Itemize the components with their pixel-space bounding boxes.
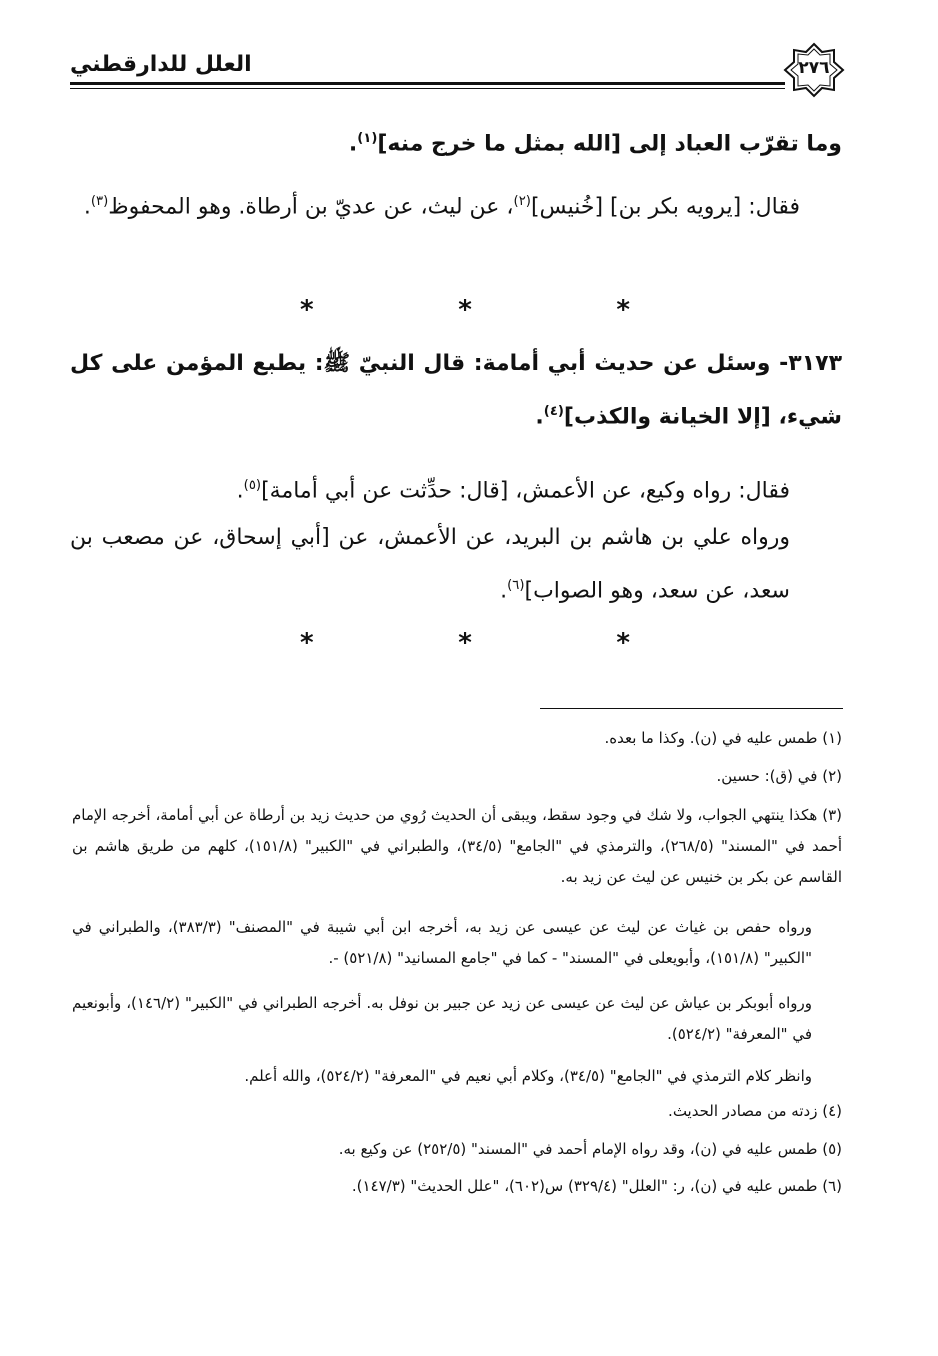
footnote-3-continuation: وانظر كلام الترمذي في "الجامع" (٣٤/٥)، وكلام أبي نعيم في "المعرفة" (٥٢٤/٢)، والله أعلم. (244, 1067, 812, 1085)
separator-star: * (616, 295, 630, 325)
footnote-ref-5: (٥) (243, 478, 262, 493)
footnote-3-continuation: ورواه حفص بن غياث عن ليث عن عيسى عن زيد به، أخرجه ابن أبي شيبة في "المصنف" (٣٨٣/٣)، والطبراني في "الكبير" (١٥١/٨)، وأبويعلى في "المسند" - كما في "جامع المسانيد" (٥٢١/٨) -. (72, 918, 812, 967)
separator-star: * (300, 628, 314, 658)
book-title: العلل للدارقطني (70, 52, 252, 77)
separator-star: * (300, 295, 314, 325)
section-separator (300, 628, 630, 658)
paragraph-5-text: ورواه علي بن هاشم بن البريد، عن الأعمش، عن [أبي إسحاق، عن مصعب بن سعد، عن سعد، وهو الصواب] (70, 525, 790, 604)
page-header (70, 42, 845, 96)
footnote-5: (٥) طمس عليه في (ن)، وقد رواه الإمام أحمد في "المسند" (٢٥٢/٥) عن وكيع به. (338, 1140, 842, 1158)
footnote-ref-2: (٢) (513, 194, 531, 209)
separator-star: * (616, 628, 630, 658)
paragraph-2: فقال: [يرويه بكر بن] [خُنيس]$^{(٢)}$، عن ليث، عن عديّ بن أرطاة. وهو المحفوظ$^{(٣)}$. (83, 194, 800, 220)
separator-star: * (458, 295, 472, 325)
footnote-2: (٢) في (ق): حسين. (716, 767, 842, 785)
paragraph-2-text: فقال: [يرويه بكر بن] [خُنيس] (530, 194, 800, 220)
paragraph-1-text: وما تقرّب العباد إلى [الله بمثل ما خرج منه] (377, 131, 842, 157)
question-3173: ٣١٧٣- وسئل عن حديث أبي أمامة: قال النبيّ ﷺ: يطبع المؤمن على كل شيء، [إلا الخيانة والكذب]$^{(٤)}$. (70, 351, 842, 430)
question-number: ٣١٧٣- (779, 351, 842, 376)
paragraph-4-text: فقال: رواه وكيع، عن الأعمش، [قال: حدِّثت عن أبي أمامة] (261, 478, 790, 504)
question-text: وسئل عن حديث أبي أمامة: قال النبيّ ﷺ: يطبع المؤمن على كل شيء، [إلا الخيانة والكذب] (70, 351, 842, 430)
footnote-6: (٦) طمس عليه في (ن)، ر: "العلل" (٣٢٩/٤) س(٦٠٢)، "علل الحديث" (١٤٧/٣). (351, 1177, 842, 1195)
footnote-ref-6: (٦) (507, 578, 525, 593)
paragraph-2-rest: ، عن ليث، عن عديّ بن أرطاة. وهو المحفوظ (108, 194, 514, 220)
page-number: ٢٧٦ (798, 58, 830, 78)
header-rule-thin (70, 88, 785, 89)
footnote-divider (540, 708, 843, 709)
paragraph-1: وما تقرّب العباد إلى [الله بمثل ما خرج منه]$^{(١)}$. (348, 131, 842, 157)
separator-star: * (458, 628, 472, 658)
footnote-3: (٣) هكذا ينتهي الجواب، ولا شك في وجود سقط، ويبقى أن الحديث رُوي من حديث زيد بن أرطاة عن أبي أمامة، أخرجه الإمام أحمد في "المسند" (٢٦٨/٥)، والترمذي في "الجامع" (٣٤/٥)، والطبراني في "الكبير" (١٥١/٨)، كلهم من طريق هاشم بن القاسم عن بكر بن خنيس عن ليث عن زيد به. (72, 806, 843, 886)
paragraph-5: ورواه علي بن هاشم بن البريد، عن الأعمش، عن [أبي إسحاق، عن مصعب بن سعد، عن سعد، وهو الصواب]$^{(٦)}$. (70, 525, 790, 604)
footnote-ref-1: (١) (357, 131, 378, 146)
footnote-4: (٤) زدته من مصادر الحديث. (668, 1102, 842, 1120)
paragraph-4: فقال: رواه وكيع، عن الأعمش، [قال: حدِّثت عن أبي أمامة]$^{(٥)}$. (236, 478, 790, 504)
footnote-ref-3: (٣) (90, 194, 109, 209)
footnote-3-continuation: ورواه أبوبكر بن عياش عن ليث عن عيسى عن زيد عن جبير بن نوفل به. أخرجه الطبراني في "الكبير" (١٤٦/٢)، وأبونعيم في "المعرفة" (٥٢٤/٢). (72, 994, 813, 1043)
page-number-badge (783, 42, 845, 98)
footnote-1: (١) طمس عليه في (ن). وكذا ما بعده. (604, 729, 842, 747)
section-separator (300, 295, 630, 325)
footnote-ref-4: (٤) (543, 404, 564, 419)
header-rule (70, 82, 785, 85)
